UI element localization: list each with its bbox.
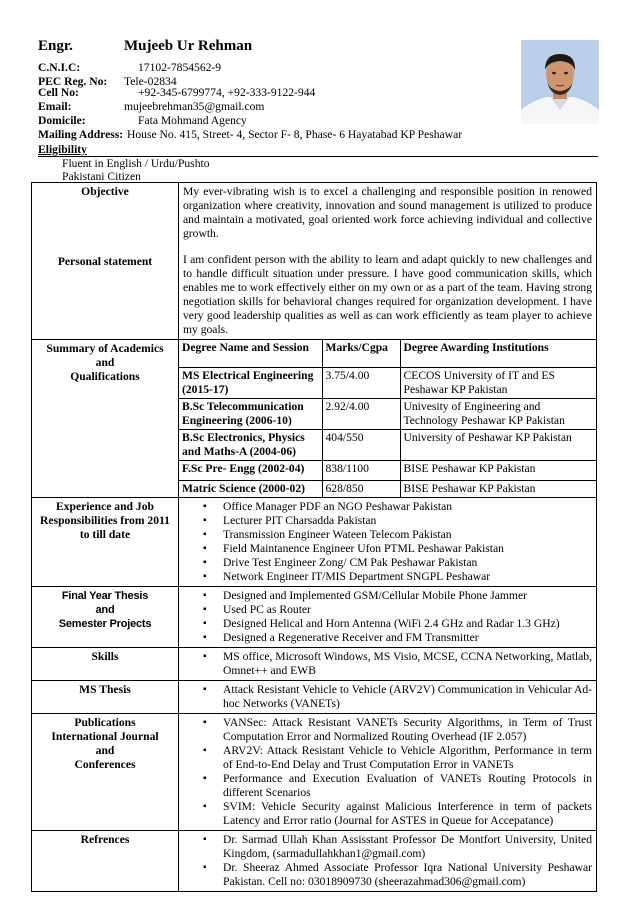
- list-item: ▪ SVIM: Vehicle Security against Malicious Interference in term of packets Latency and Error ratio (Journal for ASTES in Queue for Accepatance): [183, 800, 592, 828]
- degree-cell: Matric Science (2000-02): [179, 480, 322, 497]
- thesis-label: MS Thesis: [79, 682, 131, 696]
- list-item: ▪ Designed Helical and Horn Antenna (WiFi 2.4 GHz and Radar 1.3 GHz): [183, 617, 592, 631]
- experience-label: Experience and Job: [56, 499, 154, 513]
- projects-row: [32, 586, 597, 647]
- academics-label: Summary of Academics: [46, 342, 164, 355]
- experience-list: [183, 500, 592, 584]
- list-item: ▪ Dr. Sarmad Ullah Khan Assisstant Professor De Montfort University, United Kingdom, (sarmadullahkhan1@gmail.com): [183, 833, 592, 861]
- degree-cell: B.Sc Telecommunication Engineering (2006-10): [179, 398, 322, 429]
- table-row: [179, 460, 596, 480]
- list-item: ▪ Attack Resistant Vehicle to Vehicle (ARV2V) Communication in Vehicular Ad-hoc Networks (VANETs): [183, 683, 592, 711]
- marks-cell: 3.75/4.00: [322, 367, 400, 398]
- cnic-label: C.N.I.C:: [38, 61, 81, 74]
- experience-label: to till date: [79, 527, 131, 541]
- list-item: ▪ ARV2V: Attack Resistant Vehicle to Vehicle Algorithm, Performance in term of End-to-End Delay and Trust Computation Error in VANETs: [183, 744, 592, 772]
- domicile-value: Fata Mohmand Agency: [138, 114, 247, 127]
- thesis-list: [183, 683, 592, 711]
- marks-header: Marks/Cgpa: [322, 340, 400, 367]
- degree-table: [179, 340, 596, 497]
- pec-label: PEC Reg. No:: [38, 75, 108, 88]
- email-label: Email:: [38, 100, 72, 113]
- publications-label: and: [95, 743, 115, 757]
- references-content-cell: [179, 830, 597, 891]
- references-label-cell: [32, 830, 179, 891]
- table-row: [179, 480, 596, 497]
- marks-cell: 838/1100: [322, 460, 400, 480]
- academics-content-cell: [179, 340, 597, 498]
- institution-header: Degree Awarding Institutions: [400, 340, 596, 367]
- address-label: Mailing Address:: [38, 128, 124, 141]
- academics-label-cell: [32, 340, 179, 498]
- marks-cell: 628/850: [322, 480, 400, 497]
- list-item: ▪ Performance and Execution Evaluation of VANETs Routing Protocols in different Scenarios: [183, 772, 592, 800]
- eligibility-item: Fluent in English / Urdu/Pushto: [62, 157, 210, 170]
- list-item: ▪ MS office, Microsoft Windows, MS Visio, MCSE, CCNA Networking, Matlab, Omnet++ and EWB: [183, 650, 592, 678]
- degree-header: Degree Name and Session: [179, 340, 322, 367]
- marks-cell: 404/550: [322, 429, 400, 460]
- objective-label: Objective: [81, 185, 129, 198]
- objective-content-cell: [179, 183, 597, 340]
- experience-row: [32, 497, 597, 586]
- degree-cell: B.Sc Electronics, Physics and Maths-A (2004-06): [179, 429, 322, 460]
- objective-row: [32, 183, 597, 340]
- degree-cell: MS Electrical Engineering (2015-17): [179, 367, 322, 398]
- experience-content-cell: [179, 497, 597, 586]
- objective-label-cell: [32, 183, 179, 340]
- list-item: ▪ Designed and Implemented GSM/Cellular Mobile Phone Jammer: [183, 589, 592, 603]
- thesis-content-cell: [179, 680, 597, 713]
- projects-label-cell: [32, 586, 179, 647]
- honorific: Engr.: [38, 38, 73, 54]
- list-item: ▪ Used PC as Router: [183, 603, 592, 617]
- projects-content-cell: [179, 586, 597, 647]
- academics-row: [32, 340, 597, 498]
- full-name: Mujeeb Ur Rehman: [124, 38, 253, 54]
- domicile-label: Domicile:: [38, 114, 86, 127]
- portrait-illustration: [521, 40, 599, 124]
- cell-value: +92-345-6799774, +92-333-9122-944: [138, 86, 316, 99]
- list-item: ▪ Network Engineer IT/MIS Department SNGPL Peshawar: [183, 570, 592, 584]
- experience-label: Responsibilities from 2011: [40, 513, 170, 527]
- cv-sections-table: [31, 182, 597, 892]
- projects-label: and: [95, 603, 115, 616]
- publications-label: International Journal: [51, 729, 159, 743]
- eligibility-item: Pakistani Citizen: [62, 170, 141, 183]
- institution-cell: University of Peshawar KP Pakistan: [400, 429, 596, 460]
- publications-label-cell: [32, 713, 179, 830]
- table-row: [179, 367, 596, 398]
- degree-cell: F.Sc Pre- Engg (2002-04): [179, 460, 322, 480]
- list-item: ▪ Transmission Engineer Wateen Telecom Pakistan: [183, 528, 592, 542]
- marks-cell: 2.92/4.00: [322, 398, 400, 429]
- cnic-value: 17102-7854562-9: [138, 61, 222, 74]
- cell-label: Cell No:: [38, 86, 79, 99]
- profile-photo: [521, 40, 599, 124]
- references-list: [183, 833, 592, 889]
- email-value: mujeebrehman35@gmail.com: [124, 100, 265, 113]
- references-row: [32, 830, 597, 891]
- institution-cell: BISE Peshawar KP Pakistan: [400, 460, 596, 480]
- eligibility-title: Eligibility: [38, 143, 87, 156]
- thesis-row: [32, 680, 597, 713]
- publications-row: [32, 713, 597, 830]
- thesis-label-cell: [32, 680, 179, 713]
- projects-label: Semester Projects: [58, 617, 152, 630]
- skills-list: [183, 650, 592, 678]
- list-item: ▪ Designed a Regenerative Receiver and FM Transmitter: [183, 631, 592, 645]
- references-label: Refrences: [80, 832, 130, 846]
- projects-label: Final Year Thesis: [61, 589, 149, 602]
- pec-value: Tele-02834: [124, 75, 177, 88]
- list-item: ▪ Drive Test Engineer Zong/ CM Pak Peshawar Pakistan: [183, 556, 592, 570]
- list-item: ▪ Dr. Sheeraz Ahmed Associate Professor Iqra National University Peshawar Pakistan. Cell no: 03018909730 (sheerazahmad306@gmail.com): [183, 861, 592, 889]
- skills-row: [32, 647, 597, 680]
- publications-content-cell: [179, 713, 597, 830]
- publications-list: [183, 716, 592, 828]
- list-item: ▪ Lecturer PIT Charsadda Pakistan: [183, 514, 592, 528]
- list-item: ▪ VANSec: Attack Resistant VANETs Security Algorithms, in Term of Trust Computation Error and Normalized Routing Overhead (IF 2.057): [183, 716, 592, 744]
- skills-label: Skills: [91, 649, 119, 663]
- personal-statement-label: Personal statement: [57, 255, 153, 268]
- publications-label: Conferences: [74, 757, 136, 771]
- experience-label-cell: [32, 497, 179, 586]
- academics-label: and: [95, 356, 115, 369]
- publications-label: Publications: [74, 715, 136, 729]
- personal-statement-text: I am confident person with the ability to learn and adapt quickly to new challenges and to handle difficult situation under pressure. I have good communication skills, which enables me to work effectively either on my own or as a part of the team. Having strong negotiation skills for behavioral changes required for organization development. I have very good leadership qualities as well as can work efficiently as team player to achieve my goals.: [183, 253, 592, 336]
- institution-cell: CECOS University of IT and ES Peshawar KP Pakistan: [400, 367, 596, 398]
- table-row: [179, 398, 596, 429]
- list-item: ▪ Office Manager PDF an NGO Peshawar Pakistan: [183, 500, 592, 514]
- list-item: ▪ Field Maintanence Engineer Ufon PTML Peshawar Pakistan: [183, 542, 592, 556]
- address-value: House No. 415, Street- 4, Sector F- 8, Phase- 6 Hayatabad KP Peshawar: [127, 128, 463, 141]
- skills-content-cell: [179, 647, 597, 680]
- projects-list: [183, 589, 592, 645]
- objective-text: My ever-vibrating wish is to excel a challenging and responsible position in renowed organization where creativity, innovation and sound management is utilized to produce and maintain a motivated, goal oriented work force achieving individual and collective growth.: [183, 185, 592, 240]
- table-row: [179, 429, 596, 460]
- institution-cell: BISE Peshawar KP Pakistan: [400, 480, 596, 497]
- academics-label: Qualifications: [70, 370, 140, 383]
- cv-header: [0, 0, 638, 190]
- institution-cell: Univesity of Engineering and Technology Peshawar KP Pakistan: [400, 398, 596, 429]
- degree-table-header: [179, 340, 596, 367]
- skills-label-cell: [32, 647, 179, 680]
